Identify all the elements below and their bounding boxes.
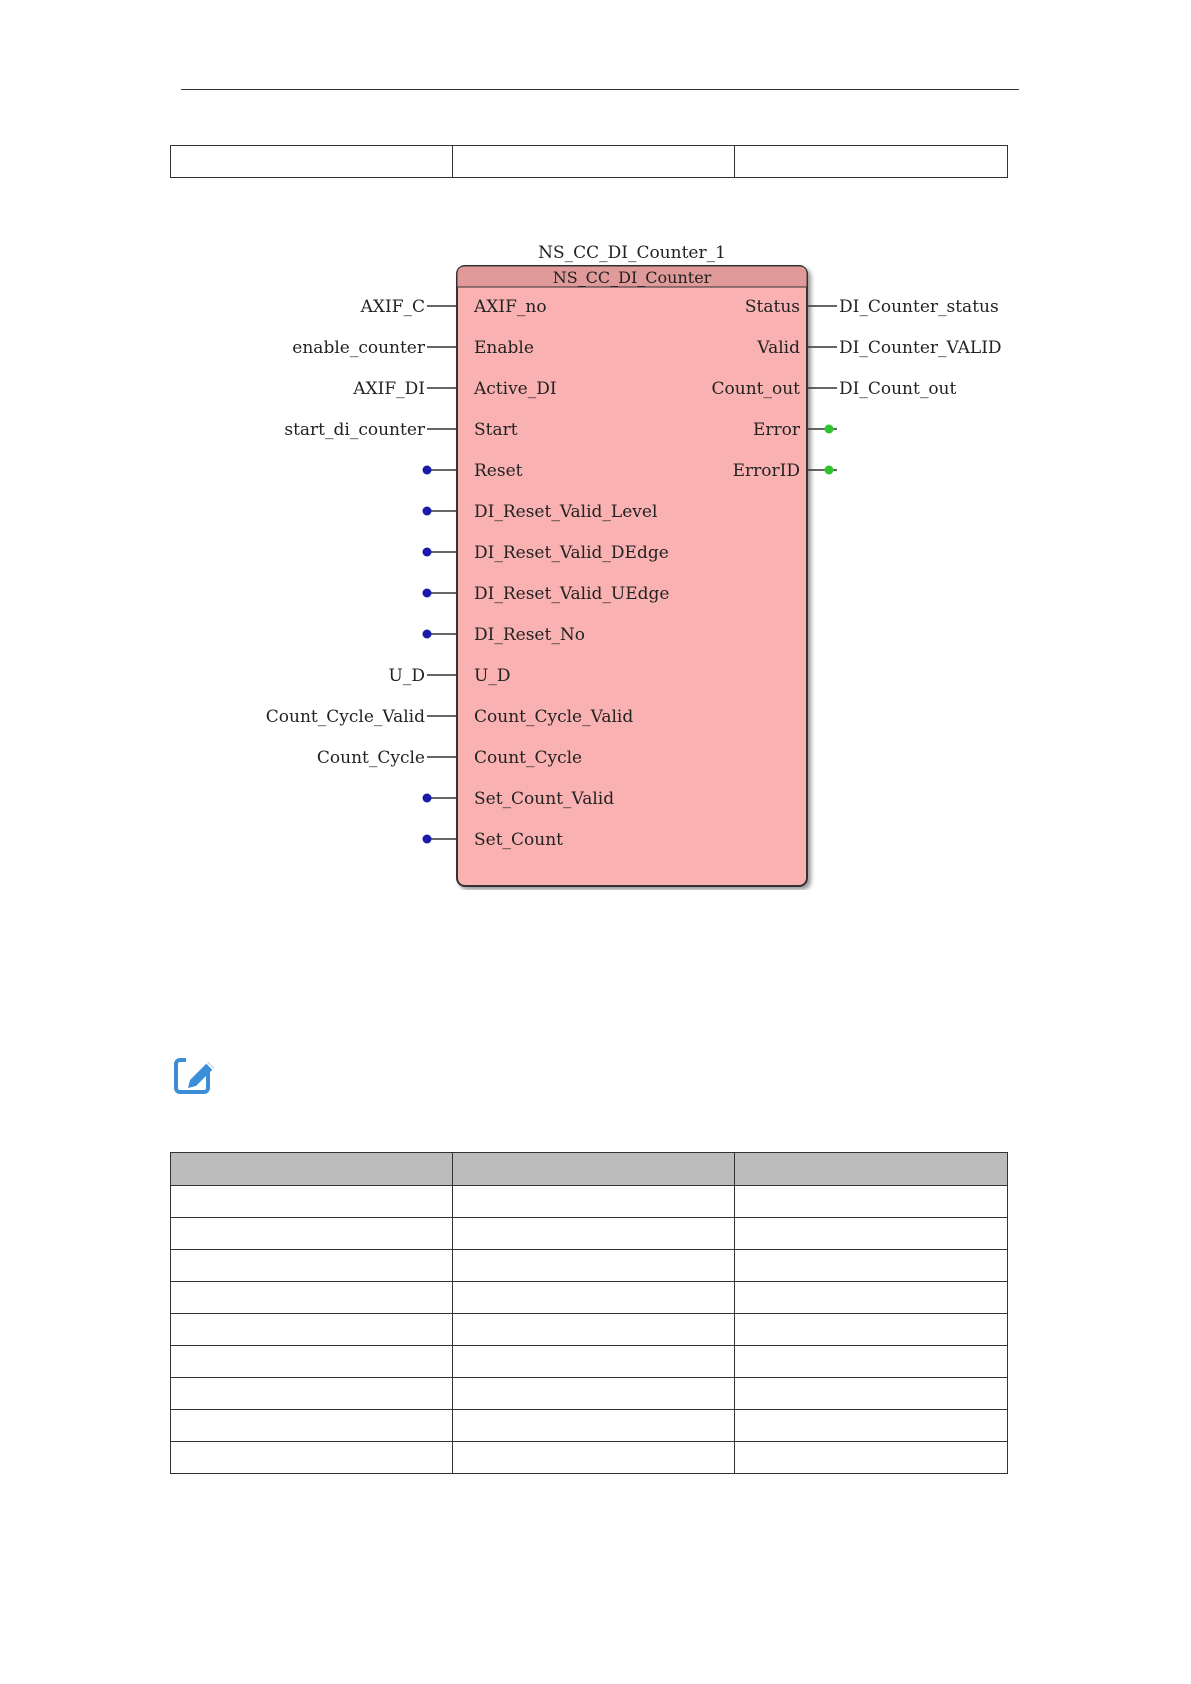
header-rule: [181, 89, 1019, 90]
output-pin-label: Valid: [757, 338, 800, 358]
input-pin-set-count-valid[interactable]: [423, 789, 615, 809]
input-pin-u-d[interactable]: [389, 666, 511, 686]
input-pin-active-di[interactable]: [352, 379, 556, 399]
output-variable-label: DI_Count_out: [839, 379, 957, 399]
output-pin-errorid[interactable]: [733, 461, 837, 481]
table-row: [171, 146, 1008, 178]
table-cell: [453, 1410, 735, 1442]
table-cell: [171, 1442, 453, 1474]
table-row: [171, 1346, 1008, 1378]
table-cell: [171, 1410, 453, 1442]
unconnected-input-dot[interactable]: [423, 835, 432, 844]
table-cell: [171, 1378, 453, 1410]
input-pin-label: Enable: [474, 338, 534, 358]
input-pin-label: U_D: [474, 666, 511, 686]
table-cell: [453, 1186, 735, 1218]
input-pin-label: Count_Cycle_Valid: [474, 707, 634, 727]
top-table: [170, 145, 1008, 178]
table-cell: [735, 1282, 1008, 1314]
unconnected-input-dot[interactable]: [423, 466, 432, 475]
input-pin-set-count[interactable]: [423, 830, 564, 850]
unconnected-input-dot[interactable]: [423, 630, 432, 639]
table-cell: [735, 1218, 1008, 1250]
input-pin-label: DI_Reset_No: [474, 625, 585, 645]
table-cell: [735, 1250, 1008, 1282]
output-pin-label: Error: [752, 420, 800, 440]
input-pin-label: Count_Cycle: [474, 748, 583, 768]
table-header-cell: [171, 1153, 453, 1186]
table-row: [171, 1442, 1008, 1474]
input-pin-enable[interactable]: [292, 338, 534, 358]
table-cell: [171, 1314, 453, 1346]
table-cell: [735, 1410, 1008, 1442]
input-pin-label: Set_Count: [474, 830, 564, 850]
unconnected-output-dot[interactable]: [825, 425, 834, 434]
table-cell: [735, 1378, 1008, 1410]
input-variable-label: enable_counter: [292, 338, 425, 358]
table-cell: [171, 1250, 453, 1282]
table-cell: [171, 1186, 453, 1218]
input-pin-count-cycle[interactable]: [317, 748, 582, 768]
input-pin-label: DI_Reset_Valid_DEdge: [474, 543, 669, 563]
table-cell: [453, 1282, 735, 1314]
output-variable-label: DI_Counter_status: [839, 297, 999, 317]
table-row: [171, 1186, 1008, 1218]
output-pin-valid[interactable]: [756, 338, 1001, 358]
table-header-row: [171, 1153, 1008, 1186]
table-cell: [171, 1282, 453, 1314]
input-pin-label: Active_DI: [474, 379, 557, 399]
output-pin-count-out[interactable]: [712, 379, 957, 399]
table-row: [171, 1218, 1008, 1250]
input-pin-di-reset-no[interactable]: [423, 625, 585, 645]
table-cell: [171, 1346, 453, 1378]
unconnected-input-dot[interactable]: [423, 794, 432, 803]
input-pin-label: Reset: [474, 461, 523, 481]
table-cell: [735, 1346, 1008, 1378]
unconnected-output-dot[interactable]: [825, 466, 834, 475]
table-cell: [735, 1186, 1008, 1218]
output-pin-label: Status: [744, 297, 800, 317]
input-variable-label: Count_Cycle_Valid: [265, 707, 425, 727]
input-variable-label: U_D: [388, 666, 425, 686]
input-pin-label: AXIF_no: [474, 297, 547, 317]
input-pin-axif-no[interactable]: [360, 297, 547, 317]
table-row: [171, 1314, 1008, 1346]
table-cell: [453, 1218, 735, 1250]
edit-note-icon: [172, 1052, 220, 1100]
table-header-cell: [453, 1153, 735, 1186]
unconnected-input-dot[interactable]: [423, 589, 432, 598]
input-variable-label: AXIF_DI: [353, 379, 425, 399]
input-pin-label: Set_Count_Valid: [474, 789, 615, 809]
output-pin-error[interactable]: [753, 420, 837, 440]
table-cell: [453, 1346, 735, 1378]
block-instance-name: NS_CC_DI_Counter_1: [538, 243, 726, 263]
table-cell: [735, 1314, 1008, 1346]
table-cell: [453, 1442, 735, 1474]
output-pin-label: Count_out: [711, 379, 800, 399]
table-cell: [453, 1250, 735, 1282]
unconnected-input-dot[interactable]: [423, 507, 432, 516]
table-cell: [453, 1378, 735, 1410]
parameter-table: [170, 1152, 1008, 1474]
output-pin-status[interactable]: [745, 297, 999, 317]
block-type-name: NS_CC_DI_Counter: [552, 268, 712, 287]
table-cell: [171, 1218, 453, 1250]
unconnected-input-dot[interactable]: [423, 548, 432, 557]
table-cell: [735, 1442, 1008, 1474]
input-pin-label: Start: [474, 420, 518, 440]
input-pin-count-cycle-valid[interactable]: [266, 707, 634, 727]
table-row: [171, 1250, 1008, 1282]
input-variable-label: AXIF_C: [360, 297, 425, 317]
input-pin-label: DI_Reset_Valid_UEdge: [474, 584, 670, 604]
table-header-cell: [735, 1153, 1008, 1186]
table-row: [171, 1410, 1008, 1442]
input-pin-label: DI_Reset_Valid_Level: [474, 502, 658, 522]
table-row: [171, 1378, 1008, 1410]
table-cell: [735, 146, 1008, 178]
output-variable-label: DI_Counter_VALID: [839, 338, 1002, 358]
table-cell: [453, 146, 735, 178]
input-variable-label: start_di_counter: [284, 420, 425, 440]
table-row: [171, 1282, 1008, 1314]
table-cell: [453, 1314, 735, 1346]
input-variable-label: Count_Cycle: [316, 748, 425, 768]
input-pin-start[interactable]: [284, 420, 517, 440]
function-block-diagram: [0, 230, 1191, 890]
table-cell: [171, 146, 453, 178]
output-pin-label: ErrorID: [732, 461, 800, 481]
